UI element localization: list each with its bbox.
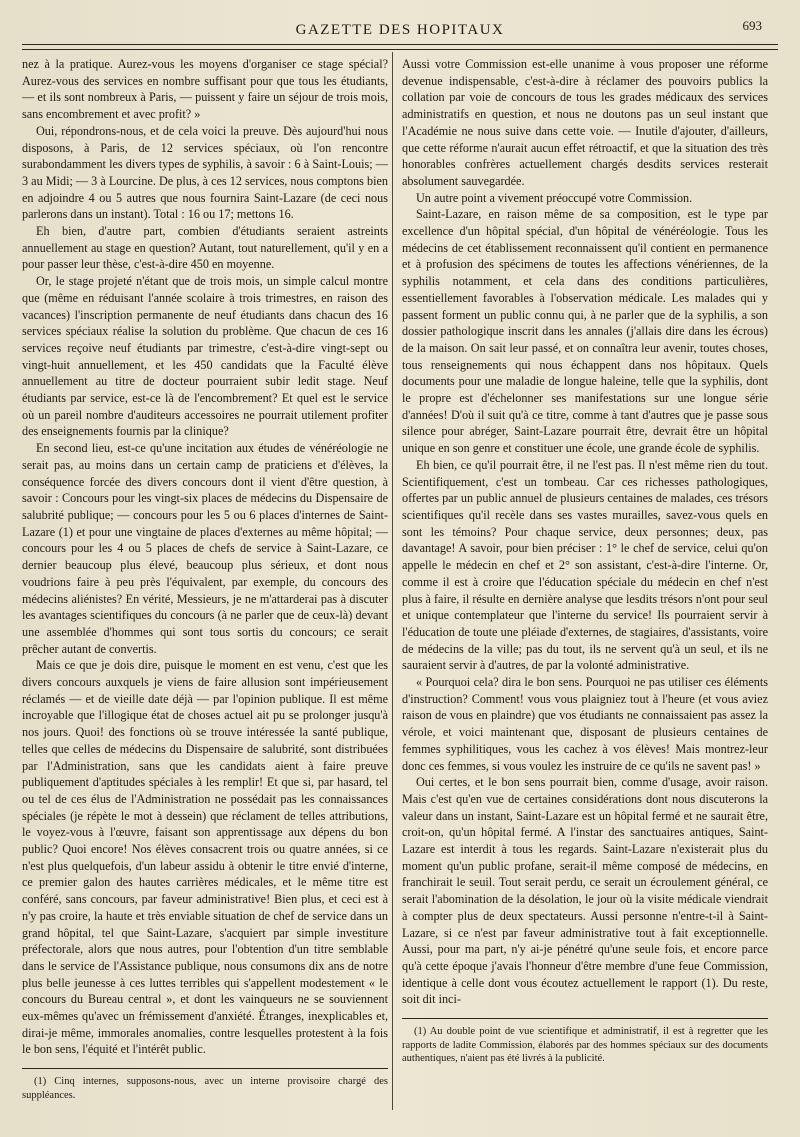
right-column bbox=[402, 56, 768, 1066]
header-rule-thick bbox=[22, 44, 778, 45]
paragraph: Oui certes, et le bon sens pourrait bien, comme d'usage, avoir raison. Mais c'est qu'en vue de certaines considérations dont nous discuterons la valeur dans un instant, Saint-Lazare est un hôpital fermé et ne saurait être, croit-on, qu'un hôpital fermé. A l'instar des sanctuaires antiques, Saint-Lazare est interdit à tous les regards. Saint-Lazare n'existerait plus du moment qu'un public profane, serait-il même composé de médecins, en franchirait le seuil. Tout serait perdu, ce serait un écroulement général, ce serait l'abomination de la désolation, le jour où la visite médicale viendrait à compter plus de deux spectateurs. Aussi personne n'entre-t-il à Saint-Lazare, si ce n'est par faveur administrative tout à fait exceptionnelle. Aussi, pour ma part, n'y ai-je pénétré qu'une seule fois, et encore parce qu'à cette époque j'avais l'honneur d'être membre d'une feue Commission, identique à celle dont vous écoutez actuellement le rapport (1). Du reste, soit dit inci- bbox=[402, 775, 768, 1007]
footnote: (1) Cinq internes, supposons-nous, avec un interne provisoire chargé des suppléances. bbox=[22, 1076, 388, 1101]
paragraph: Eh bien, ce qu'il pourrait être, il ne l'est pas. Il n'est même rien du tout. Scientifiquement, c'est un tombeau. Car ces richesses pathologiques, offertes par un public annuel de plusieurs centaines de malades, ces trésors scientifiques qu'il recèle dans ses vastes murailles, savez-vous quels en sont les témoins? Pour chaque service, deux personnes; deux, pas davantage! A savoir, pour bien préciser : 1° le chef de service, celui qu'on appelle le médecin en chef et 2° son assistant, c'est-à-dire l'interne. Or, comme il est à croire que l'éducation spéciale du médecin en chef n'est plus à faire, il résulte en dernière analyse que lesdits trésors n'ont pour seul et unique contemplateur que l'interne du service! Ils pourraient servir à l'éducation de toute une pléiade d'externes, de stagiaires, d'assistants, voire de médecins de la ville; pas du tout, ils ne servent qu'à un seul, et ils ne sauraient servir à d'autres, de par la volonté administrative. bbox=[402, 457, 768, 673]
paragraph: « Pourquoi cela? dira le bon sens. Pourquoi ne pas utiliser ces éléments d'instruction? Comment! vous vous plaigniez tout à l'heure (et vous aviez raison de vous en plaindre) que vos étudiants ne connaissaient pas assez la vérole, et voici maintenant que, disposant de plusieurs centaines de femmes syphilitiques, vous les cachez à vos élèves! Mais montrez-leur donc ces femmes, si vous voulez les instruire de ce qu'ils ne savent pas! » bbox=[402, 675, 768, 773]
page-number: 693 bbox=[742, 18, 762, 33]
paragraph: Eh bien, d'autre part, combien d'étudiants seraient astreints annuellement au stage en question? Autant, tout naturellement, qu'il y en a pour passer leur thèse, c'est-à-dire 450 en moyenne. bbox=[22, 224, 388, 272]
header-rule-thin bbox=[22, 49, 778, 50]
footnote-rule bbox=[22, 1068, 388, 1069]
paragraph: Un autre point a vivement préoccupé votre Commission. bbox=[416, 190, 693, 205]
paragraph: nez à la pratique. Aurez-vous les moyens d'organiser ce stage spécial? Aurez-vous des services en nombre suffisant pour que tous les étudiants, — et ils sont nombreux à Paris, — puissent y faire un séjour de trois mois, sans encombrement et avec profit? » bbox=[22, 57, 388, 122]
paragraph: En second lieu, est-ce qu'une incitation aux études de vénéréologie ne serait pas, au moins dans un certain camp de praticiens et d'élèves, la conséquence forcée des divers concours dont il vient d'être question, à savoir : Concours pour les vingt-six places de médecins du Dispensaire de salubrité publique; — concours pour les 5 ou 6 places d'internes de Saint-Lazare (1) et pour une vingtaine de places d'externes au même hôpital; — concours pour les 4 ou 5 places de chefs de service à Saint-Lazare, ce dernier beaucoup plus élevé, beaucoup plus sérieux, et dont nous voudrions faire à peu près l'équivalent, par exemple, du concours des médecins aliénistes? En vérité, Messieurs, je ne m'attarderai pas à discuter les avantages scientifiques du concours (à ne parler que de ceux-là) devant une assemblée d'hommes qui sont tous sortis du concours; ce serait prêcher autant de convertis. bbox=[22, 441, 388, 656]
running-title: GAZETTE DES HOPITAUX bbox=[295, 22, 505, 38]
paragraph: Or, le stage projeté n'étant que de trois mois, un simple calcul montre que (même en réduisant l'année scolaire à trois trimestres, en raison des vacances) l'inscription permanente de neuf étudiants dans chacun des 16 services spéciaux réalise la solution du problème. Que chacun de ces 16 services reçoive neuf étudiants par trimestre, c'est-à-dire vingt-sept ou vingt-huit annuellement, et les 450 candidats que la Faculté élève annuellement au titre de docteur pourraient subir ledit stage. Neuf étudiants par service, est-ce là de l'encombrement? Et quel est le service où un pareil nombre d'auditeurs accessoires ne pourrait utilement profiter des enseignements fournis par la clinique? bbox=[22, 274, 388, 439]
left-column bbox=[22, 56, 388, 1102]
paragraph: Oui, répondrons-nous, et de cela voici la preuve. Dès aujourd'hui nous disposons, à Paris, de 12 services spéciaux, où l'on rencontre surabondamment les divers types de syphilis, à savoir : 6 à Saint-Louis; — 3 au Midi; — 3 à Lourcine. De plus, à ces 12 services, nous comptons bien en adjoindre 4 ou 5 autres que nous fournira Saint-Lazare (de ceci nous parlerons dans un instant). Total : 16 ou 17; mettons 16. bbox=[22, 123, 388, 222]
footnote-rule bbox=[402, 1018, 768, 1019]
paragraph: Mais ce que je dois dire, puisque le moment en est venu, c'est que les divers concours auxquels je viens de faire allusion sont impérieusement réclamés — et de vieille date déjà — par l'opinion publique. Il est même incroyable que l'illogique état de choses actuel ait pu se prolonger jusqu'à nos jours. Quoi! des fonctions où se trouve intéressée la santé publique, telles que celles de médecins du Dispensaire de salubrité, sont distribuées par l'Administration, sans que les candidats aient à faire preuve publiquement d'aptitudes spéciales à les remplir! Et que si, par hasard, tel ou tel de ces élus de l'Administration ne possédait pas les connaissances spéciales (je répète le mot à dessein) que réclament de telles attributions, le voyez-vous à l'œuvre, faisant son apprentissage aux dépens du bon public? Quoi encore! Nos élèves consacrent trois ou quatre années, si ce n'est plus quelquefois, d'un labeur assidu à obtenir le titre envié d'interne, ce premier galon des hautes carrières médicales, et le même titre est conféré, sans concours, par faveur administrative! Bien plus, et ceci est à n'y pas croire, la haute et très enviable situation de chef de service dans un grand hôpital, tel que Saint-Lazare, s'acquiert par simple investiture préfectorale, alors que nous autres, pour l'obtention d'un titre semblable dans le service de l'Assistance publique, nous consumons dix ans de notre plus belle jeunesse à ces luttes terribles qui s'appellent modestement « le concours du Bureau central », et dont les vainqueurs ne se souviennent eux-mêmes qu'avec un frémissement d'anxiété. Étranges, inexplicables et, dirai-je même, immorales anomalies, contre lesquelles protestent à la fois le bon sens, l'équité et l'intérêt public. bbox=[22, 658, 388, 1057]
paragraph: Aussi votre Commission est-elle unanime à vous proposer une réforme devenue indispensable, c'est-à-dire à réclamer des pouvoirs publics la collation par voie de concours de tous les grades médicaux des services administratifs en question, et nous ne doutons pas un seul instant que l'Académie ne nous suive dans cette voie. — Inutile d'ajouter, d'ailleurs, que cette réforme n'aurait aucun effet rétroactif, et que la situation des très honorables confrères actuellement chargés desdits services resterait absolument sauvegardée. bbox=[402, 57, 768, 188]
footnote: (1) Au double point de vue scientifique et administratif, il est à regretter que les rapports de ladite Commission, élaborés par des hommes spéciaux sur des documents authentiques, n'aient pas été livrés à la publicité. bbox=[402, 1026, 768, 1065]
column-divider bbox=[392, 52, 393, 1110]
page-header bbox=[20, 12, 780, 42]
paragraph: Saint-Lazare, en raison même de sa composition, est le type par excellence d'un hôpital spécial, d'un hôpital de vénéréologie. Tous les médecins de cet établissement reconnaissent qu'il contient en permanence et à profusion des spécimens de toutes les affections vénériennes, de la syphilis notamment, et cela dans des conditions particulières, essentiellement favorables à l'observation médicale. Les malades qui y passent forment un public connu qui, à ne parler que de la syphilis, a son dossier pathologique inscrit dans les annales (j'allais dire dans les écrous) de la maison. On sait leur passé, et on connaîtra leur avenir, toutes choses, tous renseignements qui nous échappent dans nos hôpitaux. Quels documents pour une maladie de longue haleine, telle que la syphilis, dont le propre est d'échelonner ses manifestations sur une longue série d'années! D'où il suit qu'à ce titre, comme à tant d'autres que je passe sous silence pour abréger, Saint-Lazare pourrait être, devrait être un hôpital unique en son genre et constituer une école, une grande école de syphilis. bbox=[402, 207, 768, 456]
